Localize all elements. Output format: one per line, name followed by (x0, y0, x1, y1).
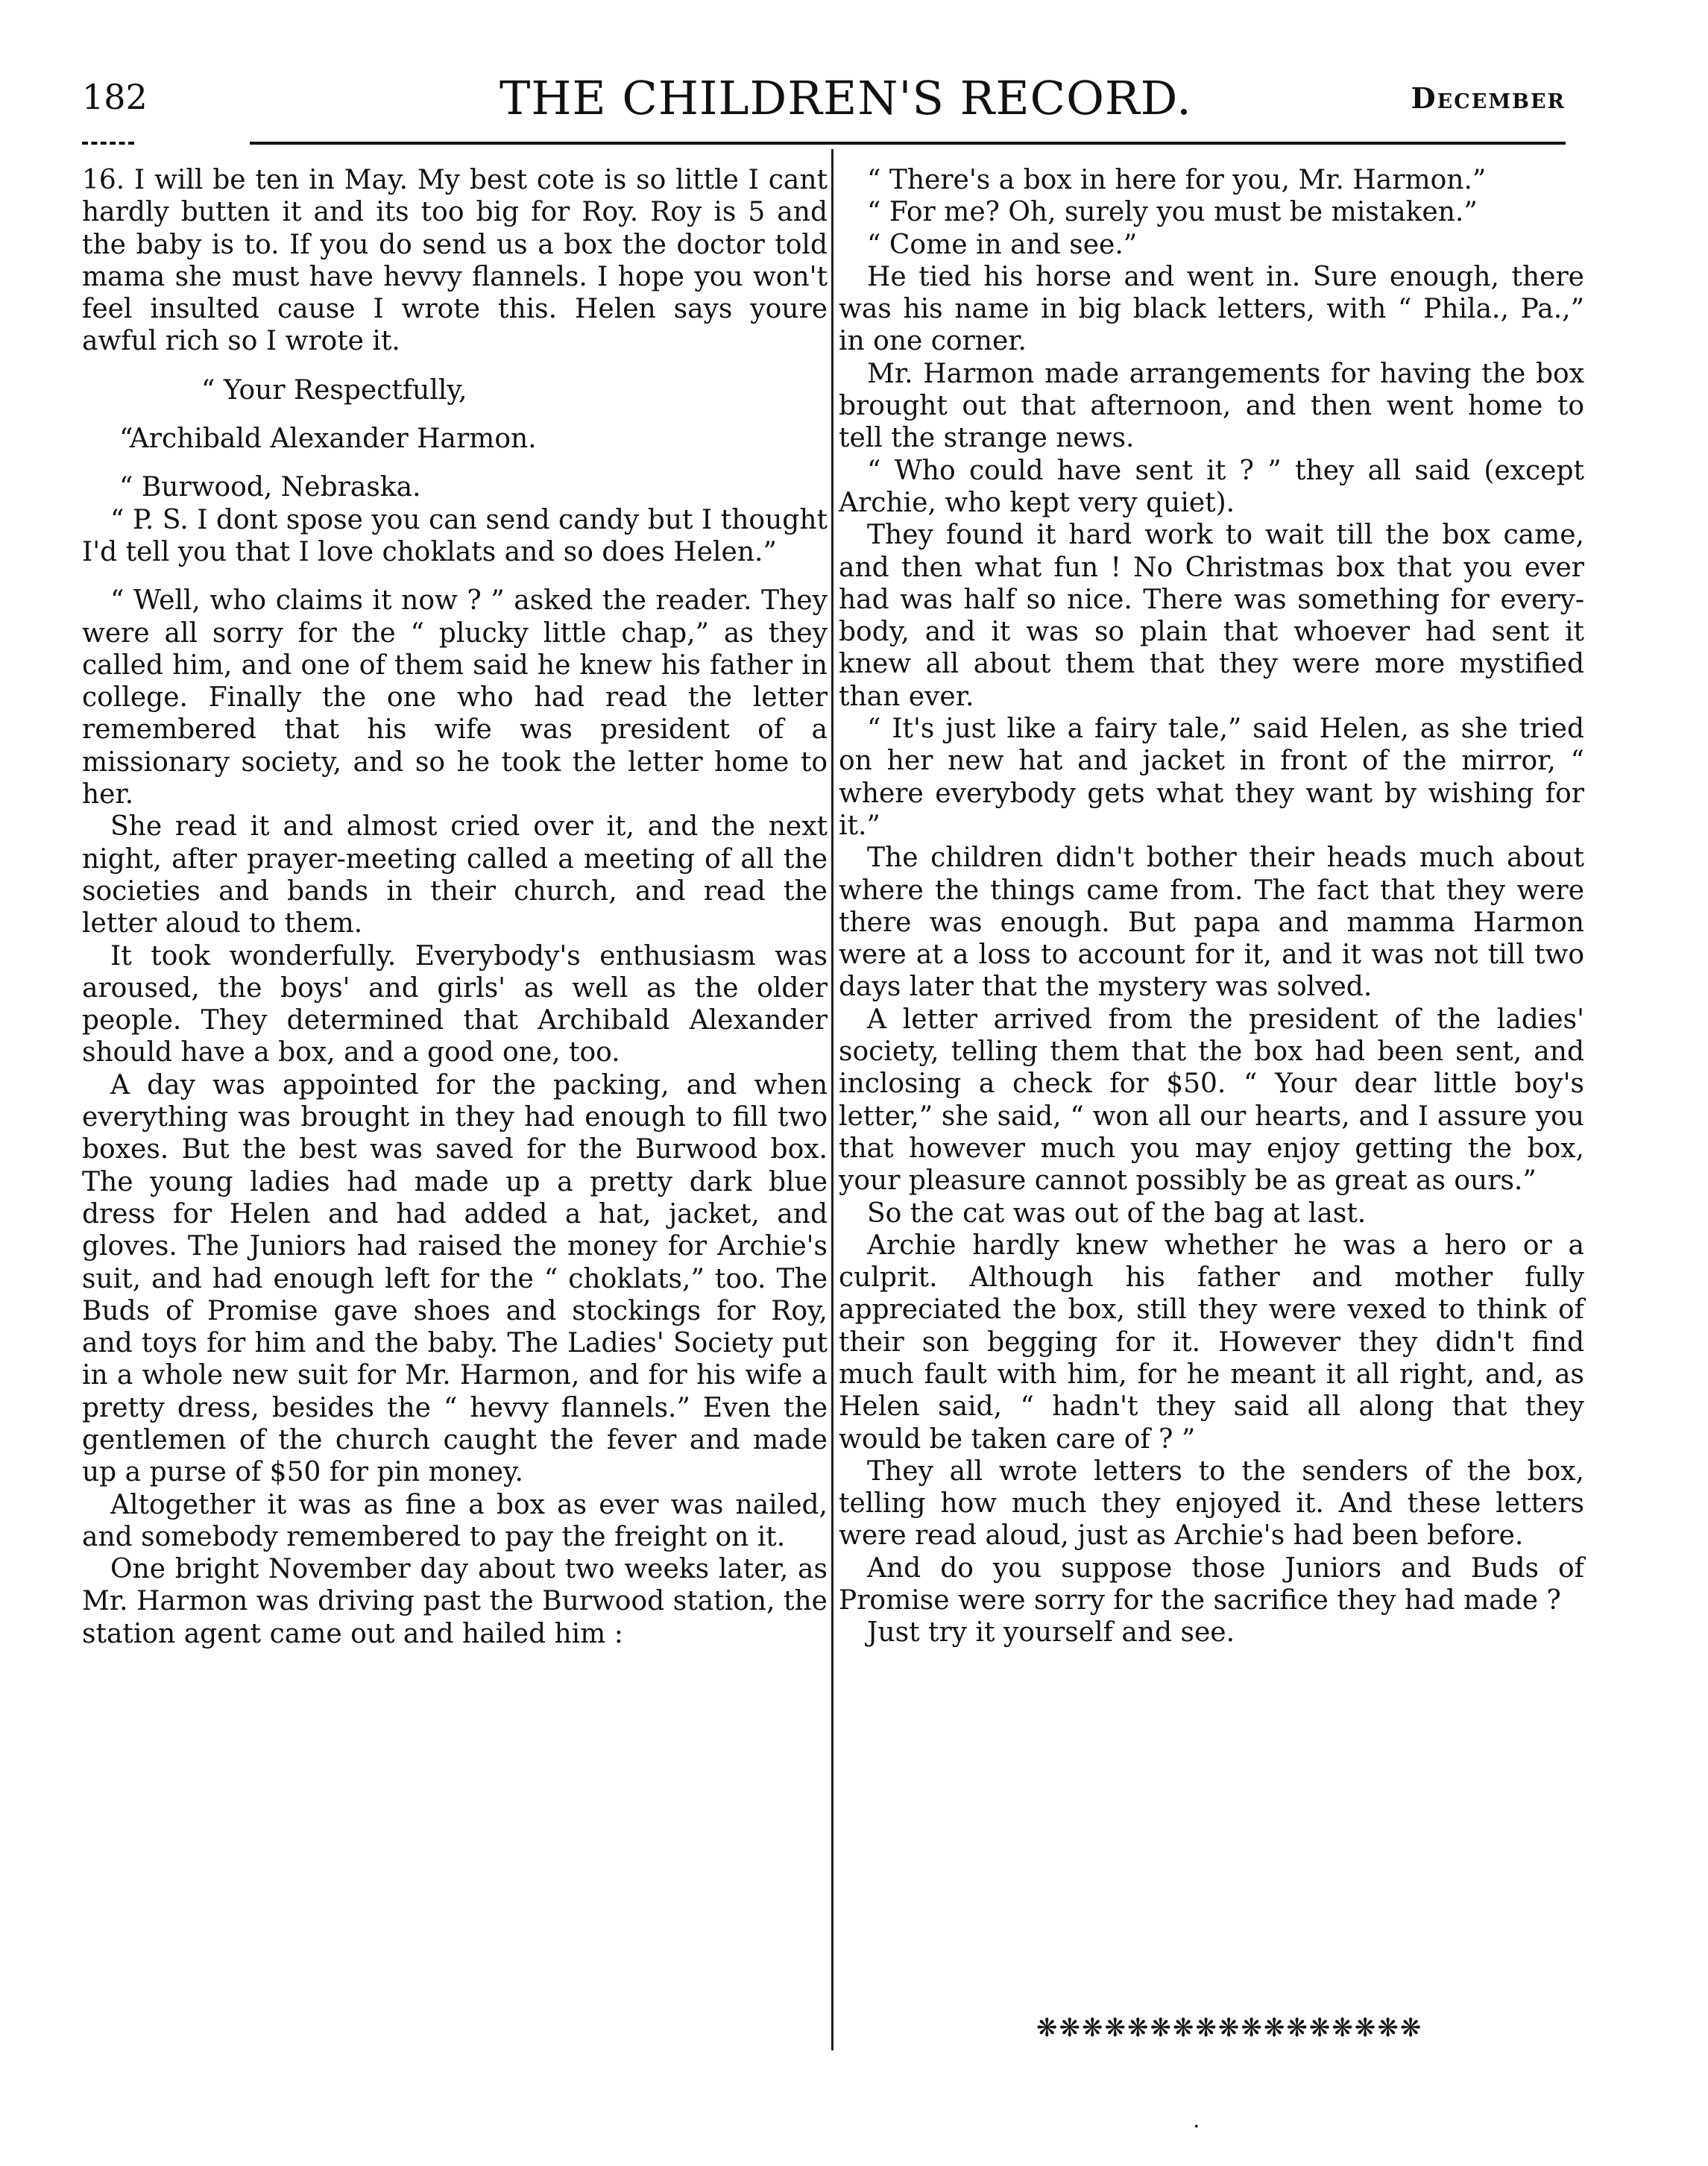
magazine-title: THE CHILDREN'S RECORD. (500, 71, 1192, 125)
paragraph: Just try it yourself and see. (867, 1617, 1235, 1649)
print-speck: · (1193, 2114, 1200, 2140)
paragraph: He tied his horse and went in. Sure enough, there was his name in big black letters, with “ Phila., Pa.,” in one corner. (839, 261, 1584, 357)
ornament-divider: ❋❋❋❋❋❋❋❋❋❋❋❋❋❋❋❋❋ (1036, 2013, 1423, 2043)
paragraph: Archie hardly knew whether he was a hero or a culprit. Although his father and mother fully appreciated the box, still they were vexed to think of their son begging for it. However they didn't find much fault with him, for he meant it all right, and, as Helen said, “ hadn't they said all along that they would be taken care of ? ” (839, 1230, 1584, 1455)
paragraph: So the cat was out of the bag at last. (867, 1197, 1367, 1229)
paragraph: “ Come in and see.” (867, 229, 1138, 260)
header-rule-left (82, 142, 134, 145)
paragraph: “ P. S. I dont spose you can send candy but I thought I'd tell you that I love choklats and so does Helen.” (82, 504, 828, 567)
paragraph: Mr. Harmon made arrangements for having the box brought out that afternoon, and then went home to tell the strange news. (839, 358, 1584, 454)
signature-place: “ Burwood, Nebraska. (119, 472, 421, 503)
paragraph: She read it and almost cried over it, and the next night, after prayer-meeting called a meeting of all the societies and bands in their church, and read the letter aloud to them. (82, 811, 828, 939)
paragraph: They all wrote letters to the senders of the box, telling how much they enjoyed it. And these letters were read aloud, just as Archie's had been before. (839, 1455, 1584, 1552)
page-number: 182 (82, 77, 148, 117)
paragraph: It took wonderfully. Everybody's enthusiasm was aroused, the boys' and girls' as well as the older people. They determined that Archibald Alexander should have a box, and a good one, too. (82, 940, 828, 1068)
paragraph: “ For me? Oh, surely you must be mistaken.” (867, 197, 1478, 228)
paragraph: They found it hard work to wait till the box came, and then what fun ! No Christmas box that you ever had was half so nice. There was something for every-body, and it was so plain that whoever had sent it knew all about them that they were more mystified than ever. (839, 520, 1584, 712)
right-column (839, 164, 1584, 1649)
paragraph: “ There's a box in here for you, Mr. Harmon.” (867, 165, 1487, 195)
issue-month: December (1411, 81, 1566, 115)
paragraph: And do you suppose those Juniors and Buds of Promise were sorry for the sacrifice they had made ? (839, 1552, 1584, 1616)
page-header (82, 71, 1566, 130)
paragraph: The children didn't bother their heads much about where the things came from. The fact that they were there was enough. But papa and mamma Harmon were at a loss to account for it, and it was not till two days later that the mystery was solved. (839, 843, 1584, 1003)
paragraph: A day was appointed for the packing, and when everything was brought in they had enough to fill two boxes. But the best was saved for the Burwood box. The young ladies had made up a pretty dark blue dress for Helen and had added a hat, jacket, and gloves. The Juniors had raised the money for Archie's suit, and had enough left for the “ choklats,” too. The Buds of Promise gave shoes and stockings for Roy, and toys for him and the baby. The Ladies' Society put in a whole new suit for Mr. Harmon, and for his wife a pretty dress, besides the “ hevvy flannels.” Even the gentlemen of the church caught the fever and made up a purse of $50 for pin money. (82, 1069, 828, 1488)
column-divider (831, 149, 833, 2050)
left-column (82, 164, 828, 1650)
paragraph: “ It's just like a fairy tale,” said Helen, as she tried on her new hat and jacket in front of the mirror, “ where everybody gets what they want by wishing for it.” (839, 714, 1584, 841)
paragraph: Altogether it was as fine a box as ever was nailed, and somebody remembered to pay the freight on it. (82, 1489, 828, 1552)
header-rule (250, 142, 1566, 145)
paragraph: “ Who could have sent it ? ” they all said (except Archie, who kept very quiet). (839, 455, 1584, 518)
signature-closing: “ Your Respectfully, (201, 374, 467, 406)
signature-name: “Archibald Alexander Harmon. (119, 424, 537, 455)
paragraph: One bright November day about two weeks later, as Mr. Harmon was driving past the Burwood station, the station agent came out and hailed him : (82, 1554, 828, 1649)
paragraph: “ Well, who claims it now ? ” asked the reader. They were all sorry for the “ plucky little chap,” as they called him, and one of them said he knew his father in college. Finally the one who had read the letter remembered that his wife was president of a missionary society, and so he took the letter home to her. (82, 585, 828, 810)
paragraph: A letter arrived from the president of the ladies' society, telling them that the box had been sent, and inclosing a check for $50. “ Your dear little boy's letter,” she said, “ won all our hearts, and I assure you that however much you may enjoy getting the box, your pleasure cannot possibly be as great as ours.” (839, 1004, 1584, 1197)
paragraph: 16. I will be ten in May. My best cote is so little I cant hardly butten it and its too big for Roy. Roy is 5 and the baby is to. If you do send us a box the doctor told mama she must have hevvy flannels. I hope you won't feel insulted cause I wrote this. Helen says youre awful rich so I wrote it. (82, 165, 828, 357)
